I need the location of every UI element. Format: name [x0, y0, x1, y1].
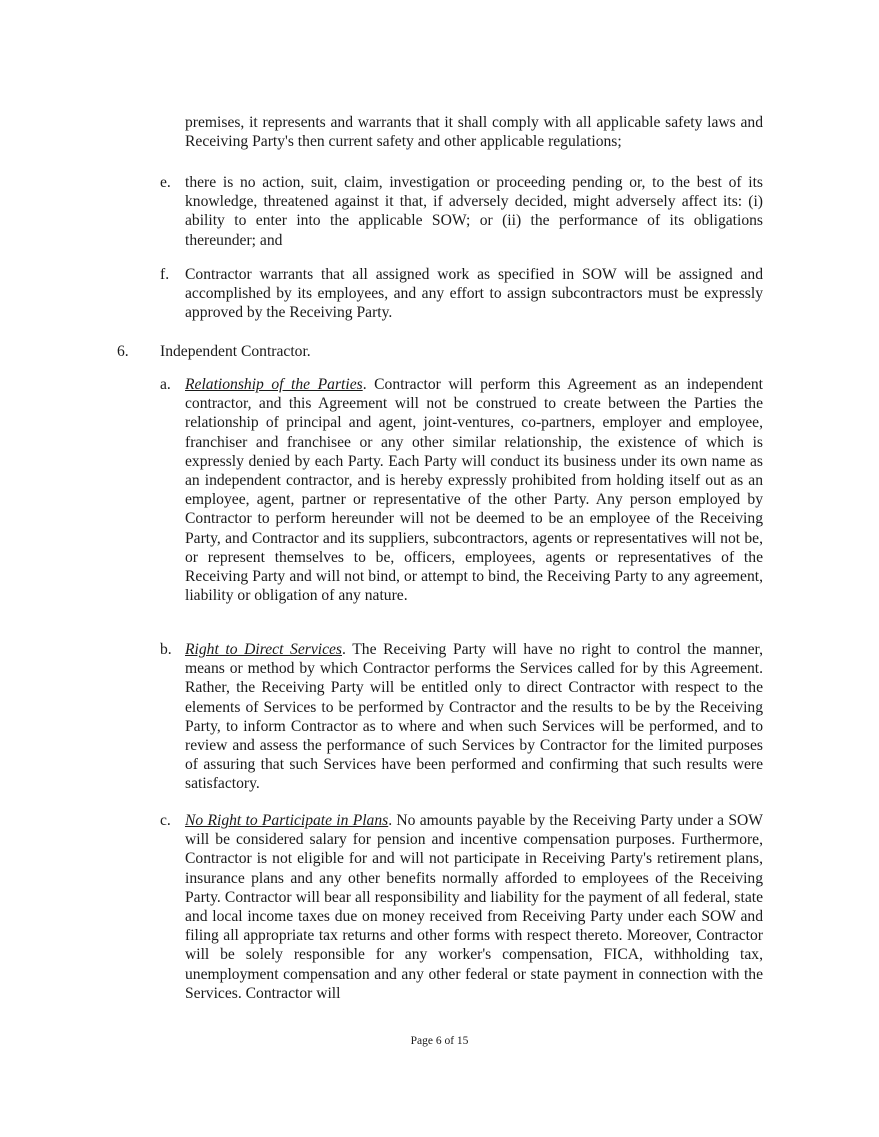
- clause-6b: [160, 640, 763, 794]
- clause-e-letter: e.: [160, 174, 171, 191]
- clause-6c-heading: No Right to Participate in Plans: [185, 812, 389, 829]
- clause-6c-letter: c.: [160, 812, 171, 829]
- section-title: Independent Contractor.: [160, 343, 311, 360]
- clause-f-letter: f.: [160, 266, 170, 283]
- clause-6b-letter: b.: [160, 641, 172, 658]
- section-number: 6.: [117, 343, 129, 360]
- clause-e: [160, 173, 763, 250]
- page-footer: Page 6 of 15: [410, 1035, 469, 1047]
- clause-6a-heading: Relationship of the Parties: [185, 376, 363, 393]
- clause-6a-text: . Contractor will perform this Agreement as an independent contractor, and this Agreement will not be construed to create between the Parties the relationship of principal and agent, joint-ventures, co-partners, employer and employee, franchiser and franchisee or any other similar relationship, the existence of which is expressly denied by each Party. Each Party will conduct its business under its own name as an independent contractor, and is hereby expressly prohibited from holding itself out as an employee, agent, partner or representative of the other Party. Any person employed by Contractor to perform hereunder will not be deemed to be an employee of the Receiving Party, and Contractor and its suppliers, subcontractors, agents or representatives will not be, or represent themselves to be, officers, employees, agents or representatives of the Receiving Party and will not bind, or attempt to bind, the Receiving Party to any agreement, liability or obligation of any nature.: [185, 376, 763, 605]
- clause-6b-text: . The Receiving Party will have no right to control the manner, means or method by which Contractor performs the Services called for by this Agreement. Rather, the Receiving Party will be entitled only to direct Contractor with respect to the elements of Services to be performed by Contractor and the results to be by the Receiving Party, to inform Contractor as to where and when such Services will be performed, and to review and assess the performance of such Services by Contractor for the limited purposes of assuring that such Services have been performed and confirming that such results were satisfactory.: [185, 641, 763, 793]
- clause-f-text: Contractor warrants that all assigned work as specified in SOW will be assigned and accomplished by its employees, and any effort to assign subcontractors must be expressly approved by the Receiving Party.: [185, 266, 763, 322]
- clause-6a-letter: a.: [160, 376, 171, 393]
- clause-6c-text: . No amounts payable by the Receiving Party under a SOW will be considered salary for pension and incentive compensation purposes. Furthermore, Contractor is not eligible for and will not participate in Receiving Party's retirement plans, insurance plans and any other benefits normally afforded to employees of the Receiving Party. Contractor will bear all responsibility and liability for the payment of all federal, state and local income taxes due on money received from Receiving Party under each SOW and filing all appropriate tax returns and other forms with respect thereto. Moreover, Contractor will be solely responsible for any worker's compensation, FICA, withholding tax, unemployment compensation and any other federal or state payment in connection with the Services. Contractor will: [185, 812, 763, 1002]
- clause-6c: [160, 811, 763, 1003]
- clause-f: [160, 265, 763, 323]
- clause-6a: [160, 375, 763, 605]
- continuation-paragraph: premises, it represents and warrants that it shall comply with all applicable safety laws and Receiving Party's then current safety and other applicable regulations;: [185, 114, 763, 151]
- clause-e-text: there is no action, suit, claim, investigation or proceeding pending or, to the best of its knowledge, threatened against it that, if adversely decided, might adversely affect its: (i) ability to enter into the applicable SOW; or (ii) the performance of its obligations thereunder; and: [185, 174, 763, 249]
- clause-6b-heading: Right to Direct Services: [185, 641, 342, 658]
